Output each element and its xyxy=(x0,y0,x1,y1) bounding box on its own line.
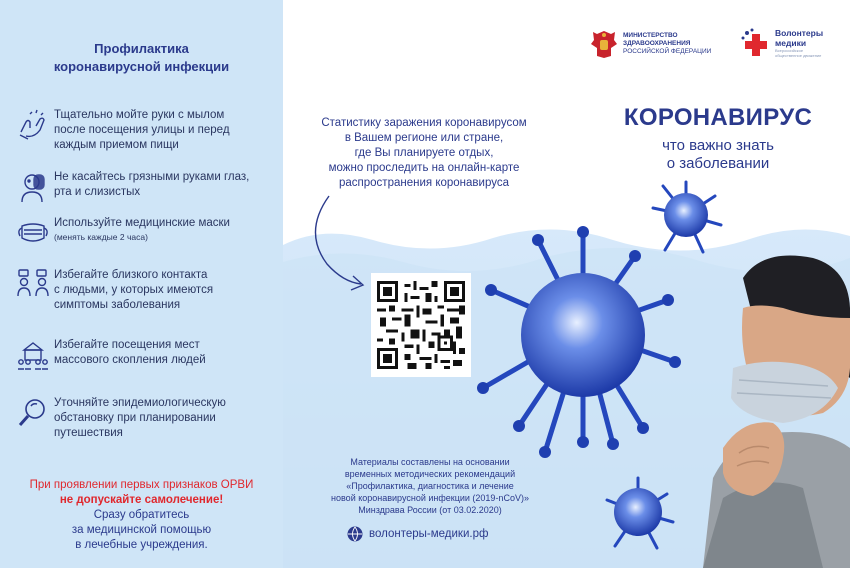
qr-code-image xyxy=(377,279,465,371)
globe-icon xyxy=(347,526,363,542)
coat-of-arms-icon xyxy=(589,28,619,60)
website-link[interactable]: волонтеры-медики.рф xyxy=(347,526,488,542)
qr-description: Статистику заражения коронавирусом в Вашем регионе или стране, где Вы планируете отдых, можно проследить на онлайн-карте распространения коронавируса xyxy=(321,117,527,189)
ministry-logo: МИНИСТЕРСТВО ЗДРАВООХРАНЕНИЯ РОССИЙСКОЙ ФЕДЕРАЦИИ xyxy=(589,28,711,60)
medical-mask-icon xyxy=(16,216,50,250)
main-title: КОРОНАВИРУС xyxy=(623,104,813,131)
red-cross-icon xyxy=(741,28,771,58)
subtitle: что важно знать о заболевании xyxy=(662,137,774,172)
prevention-title: Профилактика коронавирусной инфекции xyxy=(53,41,230,74)
no-touch-face-icon xyxy=(16,170,50,204)
magnifier-icon xyxy=(16,396,50,430)
crowd-building-icon xyxy=(16,338,50,372)
volunteers-logo: Волонтеры медики Всероссийское общественное движение xyxy=(741,28,823,58)
coughing-person-illustration xyxy=(703,248,850,568)
materials-note: Материалы составлены на основании временных методических рекомендаций «Профилактика, диагностика и лечение новой коронавирусной инфекции (2019-nCoV)» Минздрава России (от 03.02.2020) xyxy=(331,457,529,515)
hand-washing-icon xyxy=(16,108,50,142)
virus-illustration-small xyxy=(653,182,721,252)
main-panel xyxy=(283,0,850,568)
left-panel: Профилактика коронавирусной инфекции Тщательно мойте руки с мылом после посещения улицы и перед каждым приемом пищи Не касайтесь грязными руками глаз, рта и слизистых Используйте медицинские маски (менять каждые 2 часа) Избегайте близкого контакта с людьми, у которых имеются симптомы заболевания Избегайте посещения мест массового скопления людей Уточняйте эпидемиологическую обстановку при планировании путешествия При проявлении первых признаков ОРВИ не допускайте самолечение! Сразу обратитесь за медицинской помощью в лечебные учреждения. xyxy=(0,0,283,568)
qr-code[interactable] xyxy=(371,273,471,377)
people-distance-icon xyxy=(16,268,50,302)
self-treatment-warning: При проявлении первых признаков ОРВИ не допускайте самолечение! Сразу обратитесь за медицинской помощью в лечебные учреждения. xyxy=(29,479,254,551)
